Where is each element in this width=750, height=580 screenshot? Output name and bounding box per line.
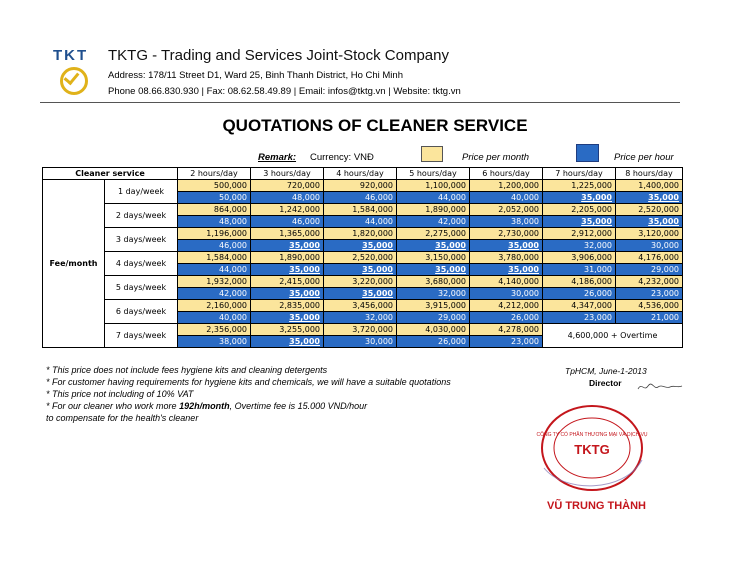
company-logo [47,43,101,97]
hour-price-cell: 29,000 [397,312,470,324]
hour-header: 5 hours/day [397,168,470,180]
hour-price-cell: 35,000 [324,288,397,300]
hour-header: 7 hours/day [543,168,616,180]
month-price-cell: 1,584,000 [324,204,397,216]
company-address: Address: 178/11 Street D1, Ward 25, Binh Thanh District, Ho Chi Minh [108,70,403,81]
currency-label: Currency: VNĐ [310,152,374,163]
header-row [43,168,683,180]
days-per-week-label: 5 days/week [105,276,178,300]
hour-price-cell: 42,000 [397,216,470,228]
hour-price-cell: 46,000 [178,240,251,252]
month-price-cell: 2,520,000 [324,252,397,264]
hour-color-swatch [576,144,599,162]
hour-price-cell: 35,000 [543,192,616,204]
month-price-cell: 2,730,000 [470,228,543,240]
hour-price-cell: 44,000 [397,192,470,204]
page-title: QUOTATIONS OF CLEANER SERVICE [222,116,528,135]
month-price-cell: 2,052,000 [470,204,543,216]
hour-price-cell: 48,000 [251,192,324,204]
month-price-cell: 1,820,000 [324,228,397,240]
month-price-cell: 4,232,000 [616,276,683,288]
days-per-week-label: 1 day/week [105,180,178,204]
hour-price-cell: 32,000 [397,288,470,300]
quotation-table [42,167,683,348]
month-price-row [43,204,683,216]
month-price-cell: 3,680,000 [397,276,470,288]
month-price-cell: 3,150,000 [397,252,470,264]
month-price-cell: 2,275,000 [397,228,470,240]
hour-price-cell: 30,000 [616,240,683,252]
month-price-cell: 2,912,000 [543,228,616,240]
hour-price-cell: 30,000 [470,288,543,300]
hour-price-cell: 35,000 [324,264,397,276]
month-legend-label: Price per month [462,152,530,163]
note-text: * For our cleaner who work more [46,401,180,411]
days-per-week-label: 7 days/week [105,324,178,348]
note-line [46,400,451,412]
hour-price-cell: 35,000 [543,216,616,228]
hour-price-cell: 50,000 [178,192,251,204]
director-name: VŨ TRUNG THÀNH [547,500,646,512]
month-price-cell: 3,255,000 [251,324,324,336]
month-color-swatch [421,146,443,162]
hour-price-cell: 26,000 [543,288,616,300]
month-price-cell: 4,176,000 [616,252,683,264]
hour-price-cell: 35,000 [470,240,543,252]
month-price-cell: 3,780,000 [470,252,543,264]
hour-price-cell: 35,000 [324,240,397,252]
month-price-cell: 1,196,000 [178,228,251,240]
logo-text: TKT [53,47,89,64]
month-price-cell: 3,220,000 [324,276,397,288]
note-line: * For customer having requirements for hygiene kits and chemicals, we will have a suitable quotations [46,377,451,387]
hour-price-cell: 38,000 [178,336,251,348]
hour-price-cell: 35,000 [470,264,543,276]
month-price-cell: 3,720,000 [324,324,397,336]
signature-icon [636,380,684,394]
month-price-cell: 2,160,000 [178,300,251,312]
month-price-cell: 1,932,000 [178,276,251,288]
month-price-row [43,252,683,264]
hour-price-cell: 35,000 [251,288,324,300]
month-price-cell: 4,140,000 [470,276,543,288]
days-per-week-label: 6 days/week [105,300,178,324]
hour-price-cell: 46,000 [324,192,397,204]
hour-price-cell: 48,000 [178,216,251,228]
hour-header: 8 hours/day [616,168,683,180]
days-per-week-label: 3 days/week [105,228,178,252]
month-price-row [43,276,683,288]
hour-price-cell: 21,000 [616,312,683,324]
days-per-week-label: 2 days/week [105,204,178,228]
notes [46,364,451,424]
month-price-cell: 1,584,000 [178,252,251,264]
hour-price-cell: 35,000 [251,312,324,324]
month-price-cell: 3,120,000 [616,228,683,240]
service-header: Cleaner service [43,168,178,180]
stamp-text: CÔNG TY CỔ PHẦN THƯƠNG MẠI VÀ DỊCH VỤ [536,432,648,438]
company-stamp-icon [534,398,654,498]
hour-price-cell: 23,000 [616,288,683,300]
hour-price-cell: 35,000 [397,240,470,252]
month-price-row [43,228,683,240]
days-per-week-label: 4 days/week [105,252,178,276]
hour-price-cell: 35,000 [616,216,683,228]
month-price-cell: 3,456,000 [324,300,397,312]
hour-price-cell: 26,000 [397,336,470,348]
month-price-cell: 1,365,000 [251,228,324,240]
month-price-row [43,300,683,312]
company-contact: Phone 08.66.830.930 | Fax: 08.62.58.49.89 | Email: infos@tktg.vn | Website: tktg.vn [108,86,461,97]
month-price-cell: 4,030,000 [397,324,470,336]
note-bold: 192h/month [179,401,230,411]
month-price-cell: 1,242,000 [251,204,324,216]
month-price-cell: 1,100,000 [397,180,470,192]
hour-price-cell: 23,000 [543,312,616,324]
hour-legend-label: Price per hour [614,152,674,163]
month-price-cell: 2,205,000 [543,204,616,216]
hour-price-cell: 29,000 [616,264,683,276]
month-price-cell: 4,347,000 [543,300,616,312]
company-name: TKTG - Trading and Services Joint-Stock Company [108,47,449,64]
month-price-cell: 2,835,000 [251,300,324,312]
hour-price-cell: 44,000 [178,264,251,276]
month-price-cell: 1,890,000 [397,204,470,216]
director-label: Director [589,378,622,388]
month-price-cell: 4,186,000 [543,276,616,288]
month-price-cell: 2,356,000 [178,324,251,336]
month-price-cell: 920,000 [324,180,397,192]
hour-price-cell: 40,000 [470,192,543,204]
hour-price-cell: 35,000 [251,264,324,276]
note-line: to compensate for the health's cleaner [46,413,199,423]
month-price-cell: 1,225,000 [543,180,616,192]
hour-price-cell: 42,000 [178,288,251,300]
note-line: * This price not including of 10% VAT [46,389,194,399]
month-price-cell: 2,520,000 [616,204,683,216]
fee-month-label: Fee/month [43,180,105,348]
header-divider [40,102,680,103]
month-price-cell: 3,906,000 [543,252,616,264]
hour-price-cell: 35,000 [397,264,470,276]
hour-price-cell: 35,000 [616,192,683,204]
hour-price-cell: 38,000 [470,216,543,228]
hour-header: 4 hours/day [324,168,397,180]
hour-header: 2 hours/day [178,168,251,180]
month-price-cell: 1,200,000 [470,180,543,192]
month-price-cell: 864,000 [178,204,251,216]
hour-price-cell: 35,000 [251,336,324,348]
month-price-row [43,324,683,336]
month-price-cell: 3,915,000 [397,300,470,312]
overtime-note: 4,600,000 + Overtime [543,324,683,348]
month-price-cell: 4,212,000 [470,300,543,312]
month-price-cell: 4,278,000 [470,324,543,336]
month-price-cell: 2,415,000 [251,276,324,288]
hour-price-cell: 46,000 [251,216,324,228]
month-price-cell: 500,000 [178,180,251,192]
month-price-cell: 720,000 [251,180,324,192]
sign-date: TpHCM, June-1-2013 [565,366,647,376]
hour-price-cell: 32,000 [324,312,397,324]
month-price-cell: 1,400,000 [616,180,683,192]
hour-header: 6 hours/day [470,168,543,180]
hour-price-cell: 26,000 [470,312,543,324]
hour-price-cell: 35,000 [251,240,324,252]
remark-label: Remark: [258,152,297,163]
hour-price-cell: 44,000 [324,216,397,228]
month-price-row [43,180,683,192]
hour-price-cell: 40,000 [178,312,251,324]
hour-price-cell: 23,000 [470,336,543,348]
month-price-cell: 1,890,000 [251,252,324,264]
month-price-cell: 4,536,000 [616,300,683,312]
hour-price-cell: 31,000 [543,264,616,276]
note-line: * This price does not include fees hygiene kits and cleaning detergents [46,365,328,375]
stamp-name: TKTG [574,442,610,457]
hour-price-cell: 32,000 [543,240,616,252]
note-text: , Overtime fee is 15.000 VND/hour [229,401,368,411]
hour-header: 3 hours/day [251,168,324,180]
hour-price-cell: 30,000 [324,336,397,348]
